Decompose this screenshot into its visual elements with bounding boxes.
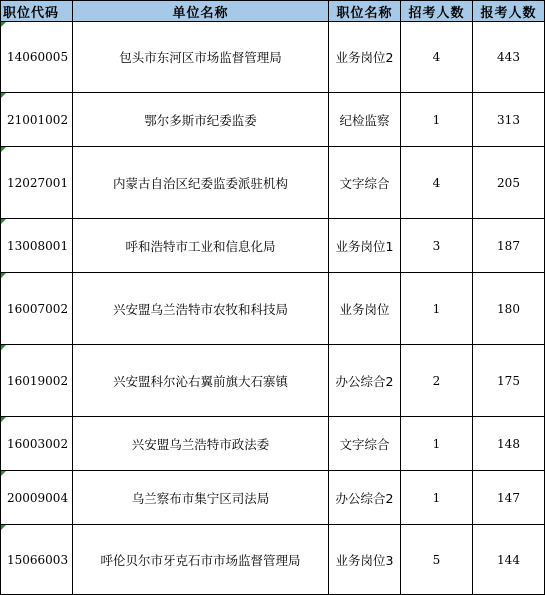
header-row (1, 1, 545, 22)
table-row (1, 93, 545, 147)
cell-applicants[interactable]: 187 (473, 219, 545, 273)
cell-code-text: 20009004 (7, 490, 69, 505)
cell-recruit[interactable]: 1 (401, 93, 473, 147)
cell-unit[interactable]: 呼和浩特市工业和信息化局 (73, 219, 329, 273)
cell-code-text: 21001002 (7, 112, 69, 127)
header-code[interactable]: 职位代码 (1, 1, 73, 22)
cell-code[interactable] (1, 417, 73, 471)
comment-marker-icon (1, 471, 6, 476)
cell-applicants[interactable]: 147 (473, 471, 545, 525)
cell-recruit[interactable]: 2 (401, 345, 473, 417)
comment-marker-icon (1, 273, 6, 278)
table-row (1, 147, 545, 219)
cell-unit[interactable]: 内蒙古自治区纪委监委派驻机构 (73, 147, 329, 219)
cell-code-text: 15066003 (7, 552, 69, 567)
cell-position[interactable]: 纪检监察 (329, 93, 401, 147)
cell-unit[interactable]: 兴安盟科尔沁右翼前旗大石寨镇 (73, 345, 329, 417)
table-row (1, 22, 545, 93)
cell-applicants[interactable]: 443 (473, 22, 545, 93)
comment-marker-icon (1, 345, 6, 350)
cell-recruit[interactable]: 1 (401, 471, 473, 525)
header-unit[interactable]: 单位名称 (73, 1, 329, 22)
cell-position[interactable]: 文字综合 (329, 417, 401, 471)
comment-marker-icon (1, 147, 6, 152)
header-applicants[interactable]: 报考人数 (473, 1, 545, 22)
comment-marker-icon (1, 93, 6, 98)
cell-recruit[interactable]: 3 (401, 219, 473, 273)
cell-applicants[interactable]: 180 (473, 273, 545, 345)
header-recruit[interactable]: 招考人数 (401, 1, 473, 22)
header-position[interactable]: 职位名称 (329, 1, 401, 22)
cell-code-text: 16007002 (7, 301, 69, 316)
cell-recruit[interactable]: 5 (401, 525, 473, 595)
comment-marker-icon (1, 219, 6, 224)
comment-marker-icon (1, 525, 6, 530)
cell-code[interactable] (1, 93, 73, 147)
cell-code[interactable] (1, 273, 73, 345)
cell-applicants[interactable]: 144 (473, 525, 545, 595)
cell-code-text: 16019002 (7, 373, 69, 388)
cell-code-text: 13008001 (7, 238, 69, 253)
cell-unit[interactable]: 鄂尔多斯市纪委监委 (73, 93, 329, 147)
cell-unit[interactable]: 兴安盟乌兰浩特市农牧和科技局 (73, 273, 329, 345)
cell-applicants[interactable]: 313 (473, 93, 545, 147)
cell-applicants[interactable]: 148 (473, 417, 545, 471)
cell-position[interactable]: 业务岗位2 (329, 22, 401, 93)
cell-unit[interactable]: 乌兰察布市集宁区司法局 (73, 471, 329, 525)
cell-unit[interactable]: 呼伦贝尔市牙克石市市场监督管理局 (73, 525, 329, 595)
cell-position[interactable]: 办公综合2 (329, 471, 401, 525)
cell-position[interactable]: 业务岗位1 (329, 219, 401, 273)
cell-code[interactable] (1, 147, 73, 219)
table-row (1, 471, 545, 525)
cell-recruit[interactable]: 1 (401, 273, 473, 345)
cell-recruit[interactable]: 1 (401, 417, 473, 471)
cell-code[interactable] (1, 525, 73, 595)
cell-code[interactable] (1, 22, 73, 93)
cell-code[interactable] (1, 471, 73, 525)
cell-code-text: 14060005 (7, 50, 69, 64)
cell-code-text: 12027001 (7, 175, 69, 190)
cell-unit[interactable]: 包头市东河区市场监督管理局 (73, 22, 329, 93)
cell-recruit[interactable]: 4 (401, 22, 473, 93)
cell-recruit[interactable]: 4 (401, 147, 473, 219)
cell-applicants[interactable]: 205 (473, 147, 545, 219)
cell-position[interactable]: 业务岗位 (329, 273, 401, 345)
table-row (1, 219, 545, 273)
comment-marker-icon (1, 417, 6, 422)
cell-position[interactable]: 办公综合2 (329, 345, 401, 417)
table-row (1, 525, 545, 595)
comment-marker-icon (1, 22, 6, 27)
table-row (1, 273, 545, 345)
cell-position[interactable]: 业务岗位3 (329, 525, 401, 595)
cell-unit[interactable]: 兴安盟乌兰浩特市政法委 (73, 417, 329, 471)
table-row (1, 417, 545, 471)
cell-position[interactable]: 文字综合 (329, 147, 401, 219)
cell-applicants[interactable]: 175 (473, 345, 545, 417)
cell-code-text: 16003002 (7, 436, 69, 451)
table-row (1, 345, 545, 417)
cell-code[interactable] (1, 219, 73, 273)
cell-code[interactable] (1, 345, 73, 417)
